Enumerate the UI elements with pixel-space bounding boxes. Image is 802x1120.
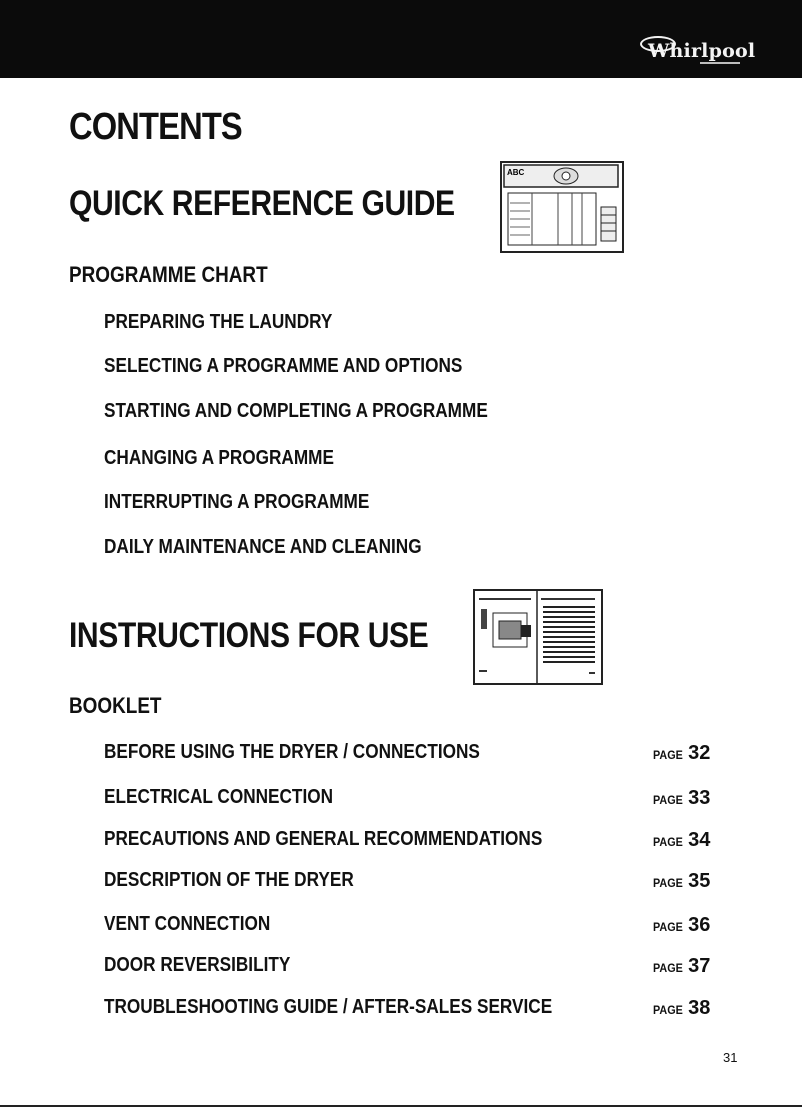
quick-reference-thumbnail — [500, 161, 624, 253]
instructions-item: BEFORE USING THE DRYER / CONNECTIONS — [104, 741, 480, 763]
logo-underline — [700, 62, 740, 64]
programme-chart-heading: PROGRAMME CHART — [69, 262, 268, 287]
page-word: PAGE — [653, 920, 683, 934]
page-number-ref: 34 — [688, 829, 711, 851]
page-number-ref: 37 — [688, 955, 711, 977]
page-word: PAGE — [653, 961, 683, 975]
quick-reference-item: CHANGING A PROGRAMME — [104, 447, 334, 469]
instructions-item: DOOR REVERSIBILITY — [104, 954, 291, 976]
page-word: PAGE — [653, 748, 683, 762]
page-number: 31 — [723, 1050, 738, 1065]
page-number-ref: 38 — [688, 997, 711, 1019]
page-word: PAGE — [653, 1003, 683, 1017]
instructions-item: ELECTRICAL CONNECTION — [104, 786, 334, 808]
booklet-heading: BOOKLET — [69, 693, 162, 718]
page-reference — [653, 914, 710, 937]
page-reference — [653, 742, 710, 765]
instructions-title: INSTRUCTIONS FOR USE — [69, 616, 429, 655]
brand-name: Whirlpool — [648, 40, 756, 62]
page-reference — [653, 870, 710, 893]
contents-title: CONTENTS — [69, 106, 242, 148]
page-word: PAGE — [653, 835, 683, 849]
header-bar — [0, 0, 802, 78]
instructions-item: PRECAUTIONS AND GENERAL RECOMMENDATIONS — [104, 828, 543, 850]
page-number-ref: 35 — [688, 870, 711, 892]
instructions-item: VENT CONNECTION — [104, 913, 271, 935]
instructions-booklet-thumbnail — [473, 589, 603, 685]
quick-reference-item: INTERRUPTING A PROGRAMME — [104, 491, 370, 513]
page-number-ref: 33 — [688, 787, 711, 809]
page-reference — [653, 955, 710, 978]
bottom-rule — [0, 1105, 802, 1107]
page-reference — [653, 997, 710, 1020]
page-reference — [653, 829, 710, 852]
page-word: PAGE — [653, 876, 683, 890]
page-reference — [653, 787, 710, 810]
page-word: PAGE — [653, 793, 683, 807]
page-number-ref: 32 — [688, 742, 711, 764]
instructions-item: DESCRIPTION OF THE DRYER — [104, 869, 354, 891]
quick-reference-item: SELECTING A PROGRAMME AND OPTIONS — [104, 355, 463, 377]
quick-reference-item: STARTING AND COMPLETING A PROGRAMME — [104, 400, 488, 422]
quick-reference-item: PREPARING THE LAUNDRY — [104, 311, 333, 333]
page-number-ref: 36 — [688, 914, 711, 936]
instructions-item: TROUBLESHOOTING GUIDE / AFTER-SALES SERVICE — [104, 996, 553, 1018]
quick-reference-item: DAILY MAINTENANCE AND CLEANING — [104, 536, 422, 558]
quick-reference-title: QUICK REFERENCE GUIDE — [69, 184, 455, 223]
brand-logo — [640, 34, 756, 68]
thumb-abc-label: ABC — [507, 168, 525, 177]
